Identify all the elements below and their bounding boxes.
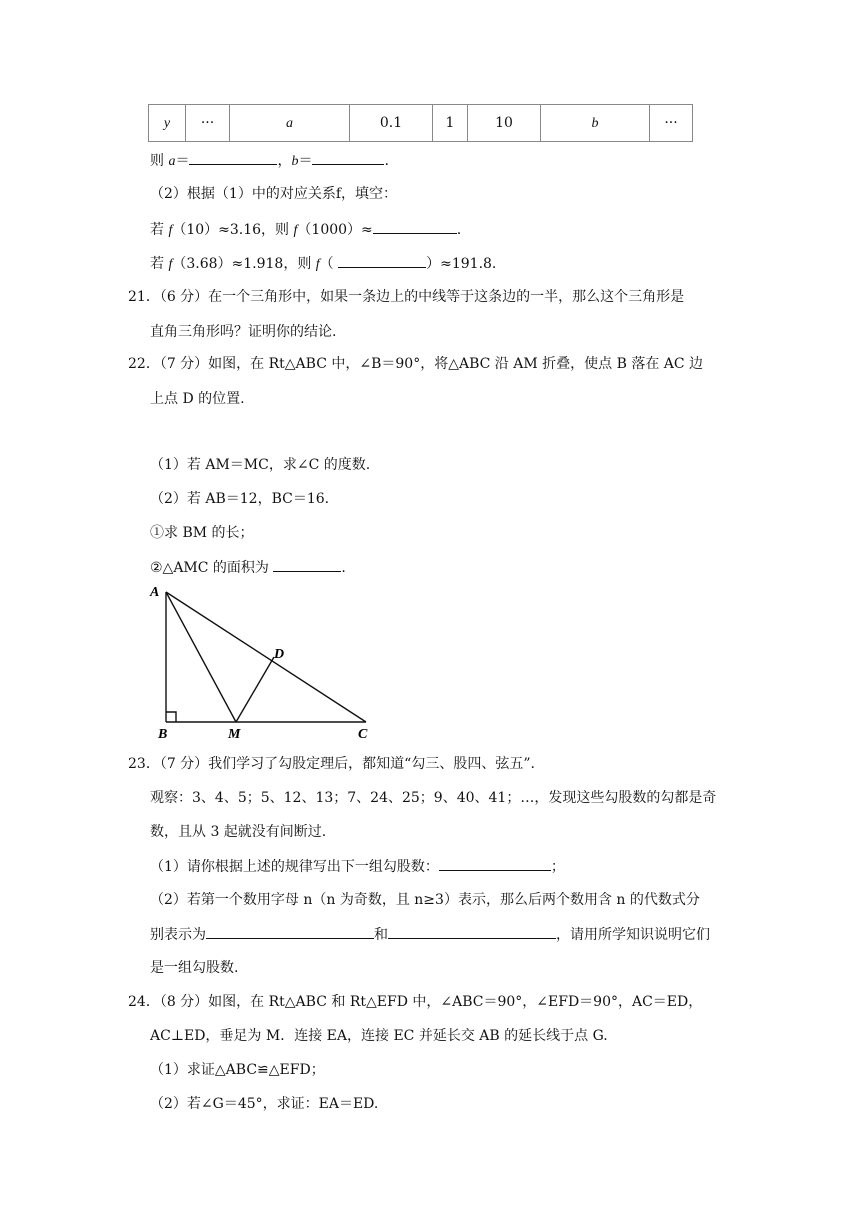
answer-blank-expr1[interactable] (206, 924, 374, 939)
q22-part1: （1）若 AM＝MC，求∠C 的度数. (150, 457, 371, 473)
label-B: B (158, 727, 168, 742)
q22-part2-sub1: ①求 BM 的长； (150, 525, 254, 541)
answer-blank-b[interactable] (312, 150, 384, 165)
q23-part2-line2: 别表示为 和 ，请用所学知识说明它们 (150, 924, 710, 945)
q22-line2: 上点 D 的位置. (150, 391, 245, 407)
q23-part1: （1）请你根据上述的规律写出下一组勾股数： ； (150, 856, 565, 877)
label-M: M (228, 727, 241, 742)
q22-part2: （2）若 AB＝12，BC＝16. (150, 491, 330, 507)
table-cell-ellipsis-left: ··· (186, 105, 230, 142)
q22-line1: 22．（7 分）如图，在 Rt△ABC 中，∠B＝90°，将△ABC 沿 AM 折叠，使点 B 落在 AC 边 (128, 356, 704, 372)
answer-blank-f1000[interactable] (373, 219, 457, 234)
label-A: A (150, 585, 160, 600)
q23-line7: 是一组勾股数. (150, 960, 239, 976)
q23-line1: 23．（7 分）我们学习了勾股定理后，都知道“勾三、股四、弦五”. (128, 756, 535, 772)
answer-blank-area[interactable] (273, 557, 341, 572)
q20-part2-line1: 若 f（10）≈3.16，则 f（1000）≈ . (150, 219, 461, 241)
answer-blank-x[interactable] (338, 253, 426, 268)
label-C: C (358, 727, 368, 742)
table-cell-a: a (230, 105, 350, 142)
table-row (149, 105, 693, 142)
answer-blank-triple[interactable] (439, 856, 551, 871)
table-cell-0.1: 0.1 (350, 105, 433, 142)
q20-part2-line2: 若 f（3.68）≈1.918，则 f（ ）≈191.8. (150, 253, 496, 275)
table-cell-1: 1 (433, 105, 468, 142)
label-D: D (274, 647, 285, 662)
q20-answer-line: 则 a＝ ，b＝ . (150, 150, 389, 172)
q21-line2: 直角三角形吗？证明你的结论. (150, 324, 337, 340)
q20-part2: （2）根据（1）中的对应关系f，填空： (150, 186, 397, 202)
q24-part1: （1）求证△ABC≌△EFD； (150, 1062, 325, 1078)
value-table (148, 104, 693, 142)
q21-line1: 21．（6 分）在一个三角形中，如果一条边上的中线等于这条边的一半，那么这个三角形是 (128, 289, 685, 305)
q22-part2-sub2: ②△AMC 的面积为 . (150, 557, 346, 578)
q24-part2: （2）若∠G＝45°，求证：EA＝ED. (150, 1096, 379, 1112)
q24-line1: 24．（8 分）如图，在 Rt△ABC 和 Rt△EFD 中，∠ABC＝90°，∠EFD＝90°，AC＝ED， (128, 994, 703, 1010)
answer-blank-a[interactable] (189, 150, 277, 165)
table-cell-y: y (149, 105, 186, 142)
table-cell-ellipsis-right: ··· (650, 105, 693, 142)
q23-line3: 数，且从 3 起就没有间断过. (150, 824, 327, 840)
q23-part2: （2）若第一个数用字母 n（n 为奇数，且 n≥3）表示，那么后两个数用含 n 的代数式分 (150, 892, 700, 908)
table-cell-10: 10 (468, 105, 541, 142)
answer-blank-expr2[interactable] (388, 924, 556, 939)
table-cell-b: b (541, 105, 650, 142)
triangle-figure (140, 578, 380, 742)
q24-line2: AC⊥ED，垂足为 M．连接 EA，连接 EC 并延长交 AB 的延长线于点 G. (150, 1028, 608, 1044)
q23-line2: 观察：3、4、5；5、12、13；7、24、25；9、40、41；…，发现这些勾股数的勾都是奇 (150, 790, 717, 806)
